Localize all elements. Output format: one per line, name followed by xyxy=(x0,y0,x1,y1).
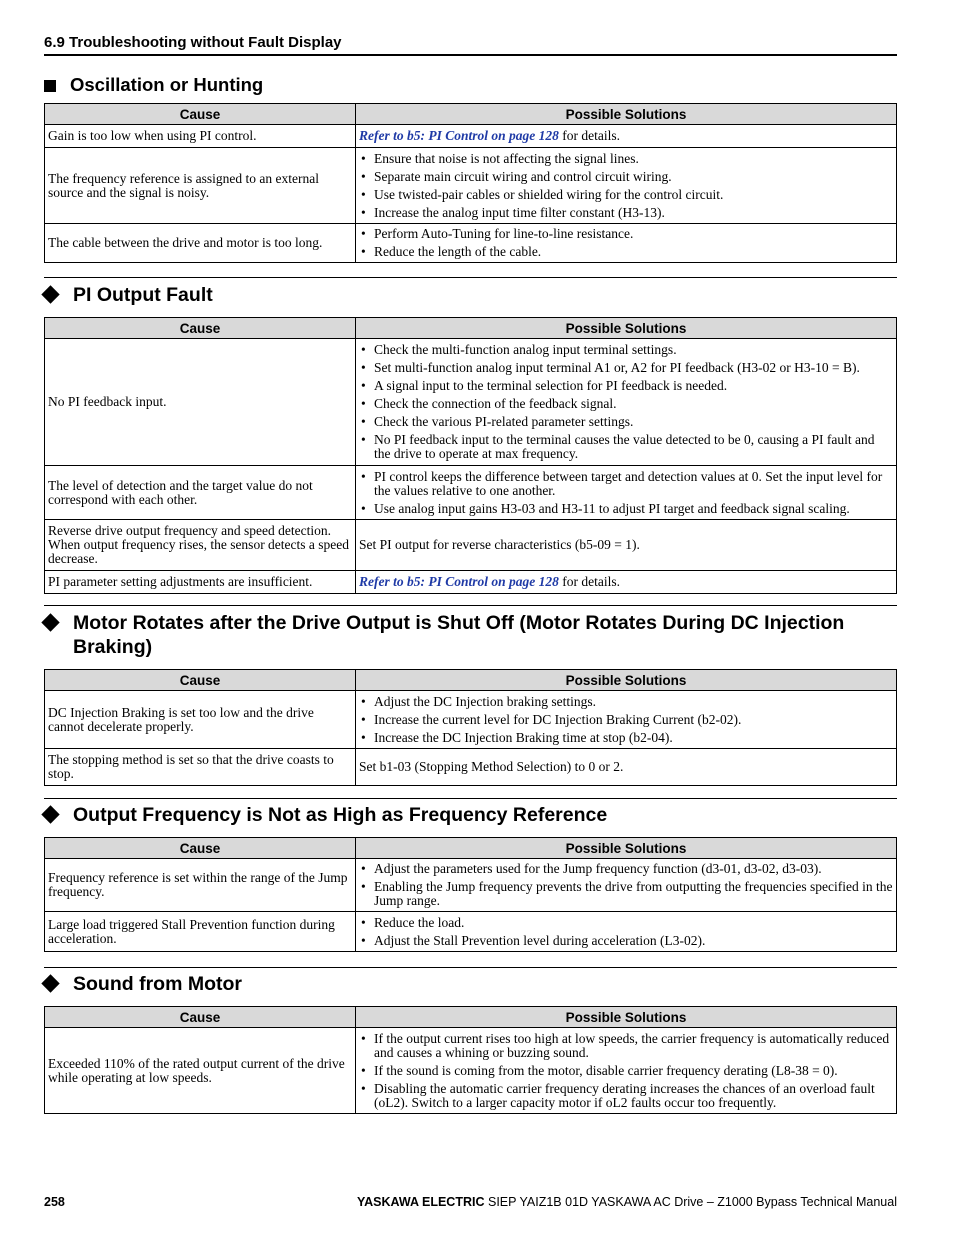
list-item: • Reduce the load. xyxy=(359,916,893,930)
solution-cell xyxy=(356,125,897,148)
list-item: • If the sound is coming from the motor, disable carrier frequency derating (L8-38 = 0). xyxy=(359,1064,893,1078)
table-output-frequency xyxy=(44,837,897,952)
footer-manual-text: SIEP YAIZ1B 01D YASKAWA AC Drive – Z1000 Bypass Technical Manual xyxy=(484,1195,897,1209)
list-item: • Increase the DC Injection Braking time at stop (b2-04). xyxy=(359,731,893,745)
cause-cell: Gain is too low when using PI control. xyxy=(45,125,356,148)
solution-cell xyxy=(356,339,897,466)
heading-sound-from-motor xyxy=(44,972,897,996)
header-rule xyxy=(44,54,897,56)
table-oscillation xyxy=(44,103,897,263)
list-item: • Check the connection of the feedback signal. xyxy=(359,397,893,411)
table-motor-rotates xyxy=(44,669,897,786)
table-row xyxy=(45,571,897,594)
cause-cell: The frequency reference is assigned to an external source and the signal is noisy. xyxy=(45,148,356,224)
footer-manual-title xyxy=(357,1195,897,1209)
page-number: 258 xyxy=(44,1195,65,1209)
heading-text: Sound from Motor xyxy=(73,973,242,995)
cause-cell: Reverse drive output frequency and speed detection. When output frequency rises, the sensor detects a speed decrease. xyxy=(45,520,356,571)
list-item: • Check the various PI-related parameter settings. xyxy=(359,415,893,429)
col-solutions: Possible Solutions xyxy=(356,104,897,125)
table-row xyxy=(45,520,897,571)
solution-text: for details. xyxy=(558,574,620,589)
heading-motor-rotates xyxy=(44,611,897,659)
list-item: • Reduce the length of the cable. xyxy=(359,245,893,259)
page-link[interactable]: Refer to b5: PI Control on page 128 xyxy=(359,574,559,589)
heading-text: Output Frequency is Not as High as Frequency Reference xyxy=(73,804,608,826)
col-solutions: Possible Solutions xyxy=(356,670,897,691)
col-cause: Cause xyxy=(45,318,356,339)
col-cause: Cause xyxy=(45,1007,356,1028)
table-row xyxy=(45,1028,897,1114)
solution-cell xyxy=(356,691,897,749)
cause-cell: PI parameter setting adjustments are insufficient. xyxy=(45,571,356,594)
square-bullet-icon xyxy=(44,80,56,92)
heading-oscillation xyxy=(44,73,263,97)
section-header: 6.9 Troubleshooting without Fault Display xyxy=(44,34,342,51)
solution-cell: Set b1-03 (Stopping Method Selection) to 0 or 2. xyxy=(356,749,897,786)
solution-cell xyxy=(356,148,897,224)
list-item: • Use analog input gains H3-03 and H3-11 to adjust PI target and feedback signal scaling. xyxy=(359,502,893,516)
list-item: • Ensure that noise is not affecting the signal lines. xyxy=(359,152,893,166)
list-item: • Separate main circuit wiring and control circuit wiring. xyxy=(359,170,893,184)
list-item: • No PI feedback input to the terminal causes the value detected to be 0, causing a PI fault and the drive to operate at max frequency. xyxy=(359,433,893,461)
list-item: • Check the multi-function analog input terminal settings. xyxy=(359,343,893,357)
cause-cell: Large load triggered Stall Prevention function during acceleration. xyxy=(45,912,356,952)
list-item: • Disabling the automatic carrier frequency derating increases the chances of an overload fault (oL2). Switch to a larger capacity motor if oL2 faults occur too frequently. xyxy=(359,1082,893,1110)
list-item: • Increase the current level for DC Injection Braking Current (b2-02). xyxy=(359,713,893,727)
cause-cell: Frequency reference is set within the range of the Jump frequency. xyxy=(45,859,356,912)
solution-cell xyxy=(356,859,897,912)
table-row xyxy=(45,339,897,466)
table-pi-output-fault xyxy=(44,317,897,594)
table-row xyxy=(45,912,897,952)
col-solutions: Possible Solutions xyxy=(356,838,897,859)
cause-cell: The stopping method is set so that the drive coasts to stop. xyxy=(45,749,356,786)
table-row xyxy=(45,148,897,224)
solution-cell xyxy=(356,912,897,952)
page-link[interactable]: Refer to b5: PI Control on page 128 xyxy=(359,128,559,143)
section-rule xyxy=(44,605,897,606)
cause-cell: The cable between the drive and motor is too long. xyxy=(45,224,356,263)
cause-cell: Exceeded 110% of the rated output current of the drive while operating at low speeds. xyxy=(45,1028,356,1114)
list-item: • Perform Auto-Tuning for line-to-line resistance. xyxy=(359,227,893,241)
list-item: • Adjust the DC Injection braking settings. xyxy=(359,695,893,709)
list-item: • If the output current rises too high at low speeds, the carrier frequency is automatically reduced and causes a whining or buzzing sound. xyxy=(359,1032,893,1060)
list-item: • Set multi-function analog input terminal A1 or, A2 for PI feedback (H3-02 or H3-10 = B). xyxy=(359,361,893,375)
solution-cell xyxy=(356,571,897,594)
solution-text: for details. xyxy=(558,128,620,143)
table-sound-from-motor xyxy=(44,1006,897,1114)
solution-cell: Set PI output for reverse characteristics (b5-09 = 1). xyxy=(356,520,897,571)
table-row xyxy=(45,224,897,263)
solution-cell xyxy=(356,224,897,263)
heading-oscillation-text: Oscillation or Hunting xyxy=(70,74,264,95)
cause-cell: No PI feedback input. xyxy=(45,339,356,466)
list-item: • Adjust the parameters used for the Jump frequency function (d3-01, d3-02, d3-03). xyxy=(359,862,893,876)
col-solutions: Possible Solutions xyxy=(356,1007,897,1028)
heading-pi-output-fault xyxy=(44,283,897,307)
section-rule xyxy=(44,967,897,968)
col-solutions: Possible Solutions xyxy=(356,318,897,339)
table-row xyxy=(45,859,897,912)
col-cause: Cause xyxy=(45,104,356,125)
col-cause: Cause xyxy=(45,670,356,691)
heading-text: PI Output Fault xyxy=(73,284,213,306)
solution-cell xyxy=(356,1028,897,1114)
list-item: • Use twisted-pair cables or shielded wiring for the control circuit. xyxy=(359,188,893,202)
table-row xyxy=(45,749,897,786)
section-rule xyxy=(44,798,897,799)
cause-cell: The level of detection and the target value do not correspond with each other. xyxy=(45,466,356,520)
table-row xyxy=(45,125,897,148)
list-item: • PI control keeps the difference between target and detection values at 0. Set the input level for the values relative to one another. xyxy=(359,470,893,498)
list-item: • Adjust the Stall Prevention level during acceleration (L3-02). xyxy=(359,934,893,948)
list-item: • Enabling the Jump frequency prevents the drive from outputting the frequencies specified in the Jump range. xyxy=(359,880,893,908)
cause-cell: DC Injection Braking is set too low and the drive cannot decelerate properly. xyxy=(45,691,356,749)
list-item: • A signal input to the terminal selection for PI feedback is needed. xyxy=(359,379,893,393)
col-cause: Cause xyxy=(45,838,356,859)
heading-output-frequency xyxy=(44,803,897,827)
table-row xyxy=(45,466,897,520)
list-item: • Increase the analog input time filter constant (H3-13). xyxy=(359,206,893,220)
footer-brand: YASKAWA ELECTRIC xyxy=(356,1195,485,1209)
table-row xyxy=(45,691,897,749)
heading-text: Motor Rotates after the Drive Output is Shut Off (Motor Rotates During DC Injection Braking) xyxy=(73,612,845,658)
solution-cell xyxy=(356,466,897,520)
section-rule xyxy=(44,277,897,278)
